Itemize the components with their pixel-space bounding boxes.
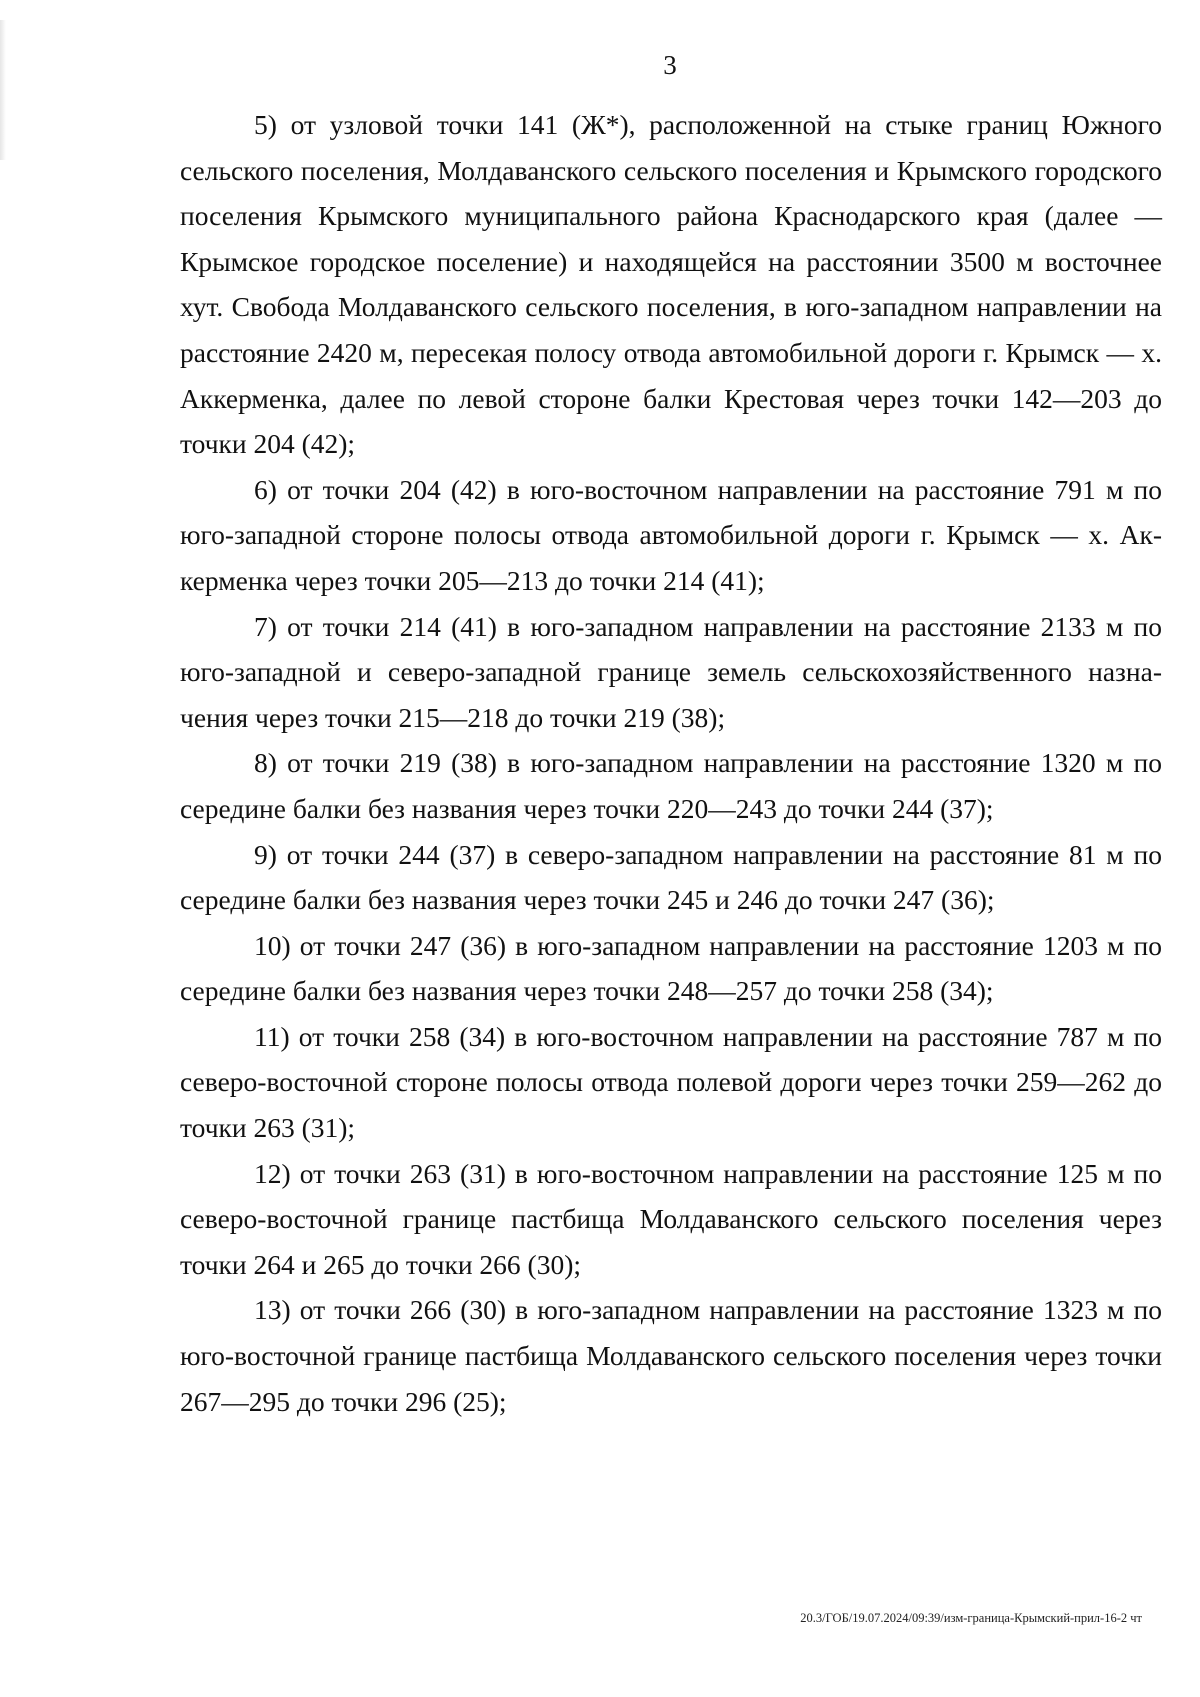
document-body [180, 102, 1162, 1424]
paragraph-item-8: 8) от точки 219 (38) в юго-западном направлении на расстояние 1320 м по середине балки без названия через точки 220—243 до точки 244 (37); [180, 747, 1162, 824]
paragraph-item-5: 5) от узловой точки 141 (Ж*), расположенной на стыке границ Южного сельского поселения, Молдаванского сельского поселения и Крымского городского поселения Крымского муниципального района Краснодарского края (далее — Крымское городское поселение) и находящейся на расстоянии 3500 м восточнее хут. Свобода Молдаванского сельского поселения, в юго-западном направлении на расстояние 2420 м, пересекая полосу отвода автомобильной дороги г. Крымск — х. Аккерменка, далее по левой стороне балки Крестовая через точки 142—203 до точки 204 (42); [180, 109, 1162, 460]
page-number: 3 [663, 50, 677, 80]
paragraph-item-7: 7) от точки 214 (41) в юго-западном направлении на расстояние 2133 м по юго-западной и северо-западной границе земель сельскохозяйственного назначения через точки 215—218 до точки 219 (38); [180, 610, 1162, 733]
paragraph-item-11: 11) от точки 258 (34) в юго-восточном направлении на расстояние 787 м по северо-восточной стороне полосы отвода полевой дороги через точки 259—262 до точки 263 (31); [180, 1020, 1162, 1144]
paragraph-item-13: 13) от точки 266 (30) в юго-западном направлении на расстояние 1323 м по юго-восточной границе пастбища Молдаванского сельского поселения через точки 267—295 до точки 296 (25); [180, 1294, 1162, 1417]
document-footer-reference: 20.3/ГОБ/19.07.2024/09:39/изм-граница-Крымский-прил-16-2 чт [800, 1611, 1142, 1625]
paragraph-item-9: 9) от точки 244 (37) в северо-западном направлении на расстояние 81 м по середине балки без названия через точки 245 и 246 до точки 247 (36); [180, 838, 1162, 916]
scan-edge-shadow [0, 20, 6, 160]
paragraph-item-6: 6) от точки 204 (42) в юго-восточном направлении на расстояние 791 м по юго-западной стороне полосы отвода автомобильной дороги г. Крымск — х. Аккерменка через точки 205—213 до точки 214 (41); [180, 473, 1162, 596]
paragraph-item-12: 12) от точки 263 (31) в юго-восточном направлении на расстояние 125 м по северо-восточной границе пастбища Молдаванского сельского поселения через точки 264 и 265 до точки 266 (30); [180, 1157, 1162, 1280]
paragraph-item-10: 10) от точки 247 (36) в юго-западном направлении на расстояние 1203 м по середине балки без названия через точки 248—257 до точки 258 (34); [180, 929, 1162, 1007]
